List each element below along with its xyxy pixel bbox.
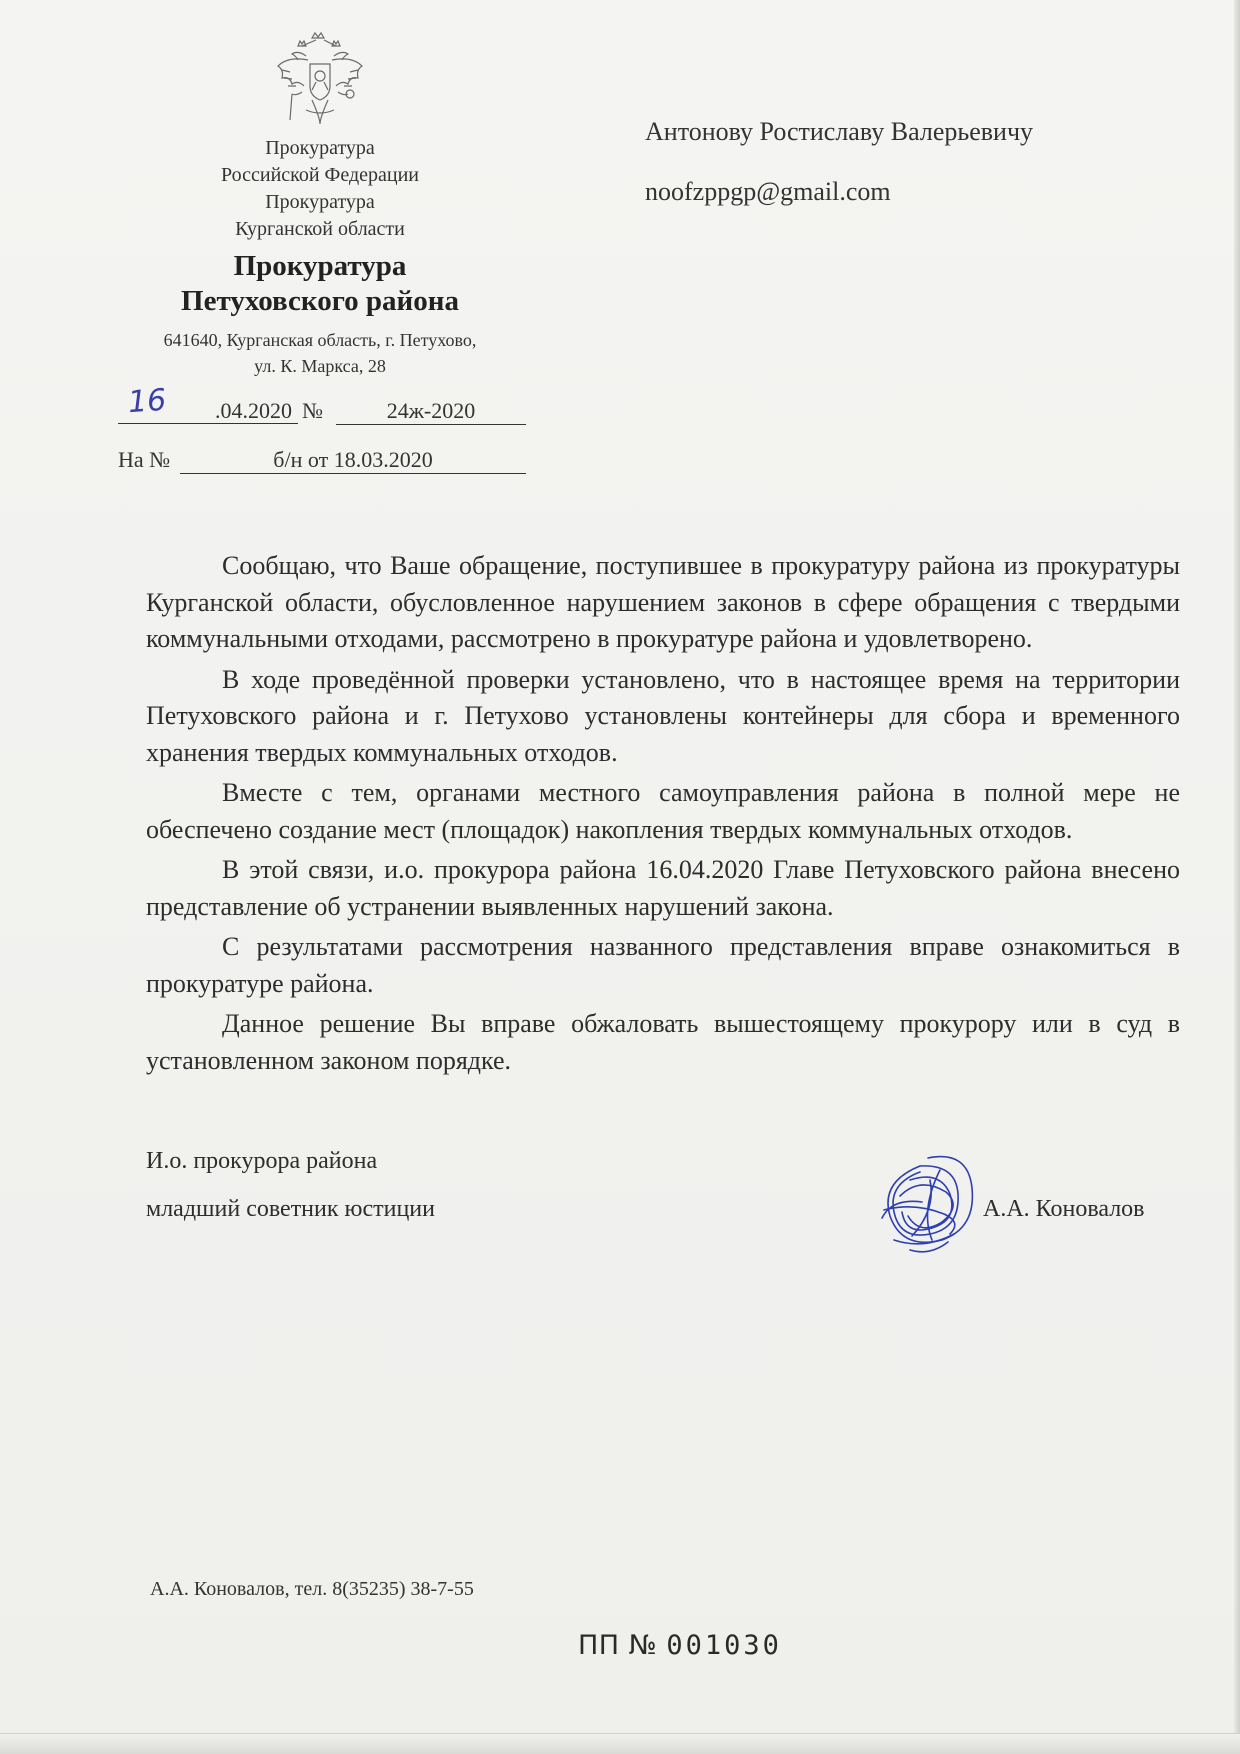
recipient-block [645,102,1033,222]
handwritten-day: 16 [126,382,168,421]
org-address: ул. К. Маркса, 28 [254,356,386,376]
body-paragraph: Данное решение Вы вправе обжаловать вышестоящему прокурору или в суд в установленном законом порядке. [146,1009,1180,1075]
organization-header [105,135,535,379]
date-field: .04.2020 [118,398,298,424]
org-line: Российской Федерации [220,164,420,186]
body-paragraph: Вместе с тем, органами местного самоуправления района в полной мере не обеспечено создание мест (площадок) накопления твердых коммунальных отходов. [146,778,1180,844]
russian-coat-of-arms-icon [272,30,368,130]
body-paragraph: В этой связи, и.о. прокурора района 16.04.2020 Главе Петуховского района внесено представление об устранении выявленных нарушений закона. [146,855,1180,921]
executor-contact: А.А. Коновалов, тел. 8(35235) 38-7-55 [150,1578,474,1600]
number-field: 24ж-2020 [336,398,526,425]
form-serial-number [578,1630,782,1661]
letter-body [146,548,1180,1083]
scan-edge [0,1733,1240,1754]
number-label: № [302,398,323,423]
body-paragraph: С результатами рассмотрения названного представления вправе ознакомиться в прокуратуре района. [146,932,1180,998]
body-paragraph: Сообщаю, что Ваше обращение, поступившее в прокуратуру района из прокуратуры Курганской области, обусловленное нарушением законов в сфере обращения с твердыми коммунальными отходами, рассмотрено в прокуратуре района и удовлетворено. [146,551,1180,653]
signer-name: А.А. Коновалов [983,1196,1145,1222]
scan-edge [1234,0,1240,1754]
on-number-field: б/н от 18.03.2020 [180,447,526,474]
org-name-bold: Прокуратура [233,250,407,282]
signer-rank: младший советник юстиции [146,1196,435,1222]
serial-label: ПП № [578,1630,658,1661]
signer-position: И.о. прокурора района [146,1148,378,1174]
recipient-name: Антонову Ростиславу Валерьевичу [645,117,1034,146]
on-number-label: На № [118,447,171,472]
org-address: 641640, Курганская область, г. Петухово, [163,330,477,350]
serial-value: 001030 [666,1630,782,1661]
org-line: Прокуратура [265,137,375,159]
incoming-reference [118,447,538,481]
org-name-bold: Петуховского района [181,285,459,317]
org-line: Курганской области [235,218,405,240]
handwritten-signature-icon [870,1140,985,1270]
org-line: Прокуратура [265,191,375,213]
outgoing-reference [118,382,538,432]
recipient-email: noofzppgp@gmail.com [645,177,891,206]
body-paragraph: В ходе проведённой проверки установлено, что в настоящее время на территории Петуховского района и г. Петухово установлены контейнеры для сбора и временного хранения твердых коммунальных отходов. [146,664,1180,767]
